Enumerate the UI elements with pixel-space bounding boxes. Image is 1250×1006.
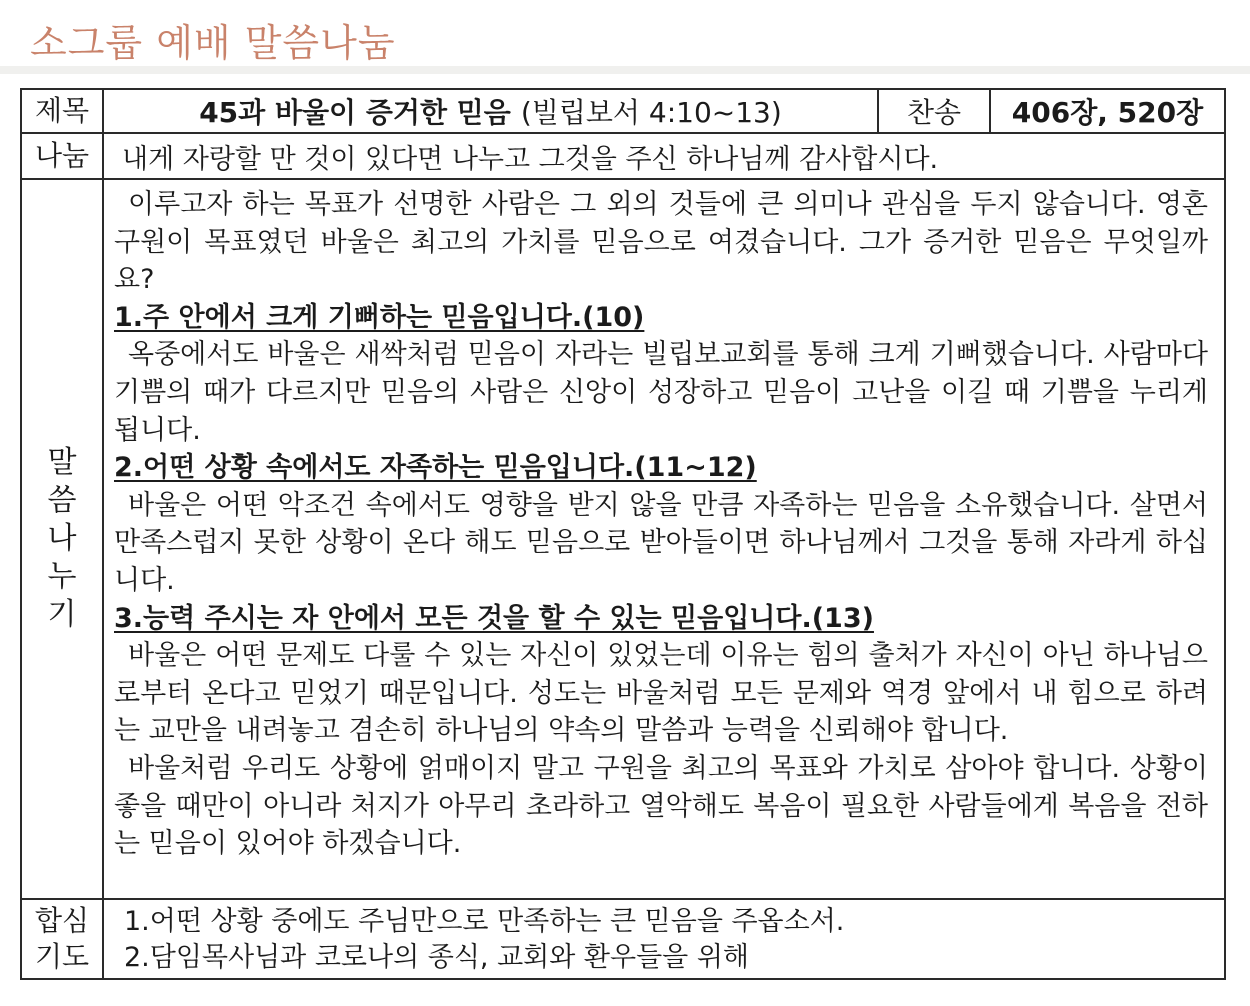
word-label-char: 나 (47, 521, 77, 556)
word-label-char: 누 (47, 559, 77, 594)
share-text: 내게 자랑할 만 것이 있다면 나누고 그것을 주신 하나님께 감사합시다. (122, 143, 939, 175)
word-label-char: 말 (47, 445, 77, 480)
share-label: 나눔 (22, 134, 104, 178)
point-3-heading: 3.능력 주시는 자 안에서 모든 것을 할 수 있는 믿음입니다.(13) (114, 602, 874, 634)
hymn-numbers: 406장, 520장 (1011, 96, 1204, 129)
lesson-title (104, 90, 879, 132)
word-sharing-row (22, 180, 1224, 900)
word-label-char: 씀 (47, 483, 77, 518)
prayer-item: 1.어떤 상황 중에도 주님만으로 만족하는 큰 믿음을 주옵소서. (124, 906, 845, 937)
prayer-list (104, 900, 1224, 978)
point-1-heading: 1.주 안에서 크게 기뻐하는 믿음입니다.(10) (114, 301, 645, 333)
prayer-label (22, 900, 104, 978)
word-sharing-body (104, 180, 1224, 898)
conclusion-paragraph: 바울처럼 우리도 상황에 얽매이지 말고 구원을 최고의 목표와 가치로 삼아야 합니다. 상황이 좋을 때만이 아니라 처지가 아무리 초라하고 열악해도 복음이 필요한 사람들에게 복음을 전하는 믿음이 있어야 하겠습니다. (114, 752, 1208, 860)
hymn-label: 찬송 (879, 90, 991, 132)
prayer-label-line: 기도 (34, 940, 90, 973)
title-label: 제목 (22, 90, 104, 132)
page-title: 소그룹 예배 말씀나눔 (30, 21, 396, 65)
point-2-heading: 2.어떤 상황 속에서도 자족하는 믿음입니다.(11~12) (114, 452, 757, 484)
point-3-body: 바울은 어떤 문제도 다룰 수 있는 자신이 있었는데 이유는 힘의 출처가 자신이 아닌 하나님으로부터 온다고 믿었기 때문입니다. 성도는 바울처럼 모든 문제와 역경 앞에서 내 힘으로 하려는 교만을 내려놓고 겸손히 하나님의 약속의 말씀과 능력을 신뢰해야 합니다. (114, 640, 1208, 747)
title-divider (0, 66, 1250, 74)
point-2-body: 바울은 어떤 악조건 속에서도 영향을 받지 않을 만큼 자족하는 믿음을 소유했습니다. 살면서 만족스럽지 못한 상황이 온다 해도 믿음으로 받아들이면 하나님께서 그것을 통해 자라게 하십니다. (114, 489, 1208, 596)
lesson-title-text: 45과 바울이 증거한 믿음 (199, 96, 511, 129)
title-row (22, 90, 1224, 134)
prayer-row (22, 900, 1224, 978)
word-sharing-label (22, 180, 104, 898)
prayer-item: 2.담임목사님과 코로나의 종식, 교회와 환우들을 위해 (124, 942, 749, 973)
scripture-reference: (빌립보서 4:10~13) (520, 96, 782, 129)
point-1-body: 옥중에서도 바울은 새싹처럼 믿음이 자라는 빌립보교회를 통해 크게 기뻐했습니다. 사람마다 기쁨의 때가 다르지만 믿음의 사람은 신앙이 성장하고 믿음이 고난을 이길 때 기쁨을 누리게 됩니다. (114, 339, 1208, 446)
share-row (22, 134, 1224, 180)
word-label-char: 기 (47, 597, 77, 632)
sermon-sheet-table (20, 88, 1226, 980)
intro-paragraph: 이루고자 하는 목표가 선명한 사람은 그 외의 것들에 큰 의미나 관심을 두지 않습니다. 영혼구원이 목표였던 바울은 최고의 가치를 믿음으로 여겼습니다. 그가 증거한 믿음은 무엇일까요? (114, 189, 1208, 296)
prayer-label-line: 합심 (34, 904, 90, 937)
